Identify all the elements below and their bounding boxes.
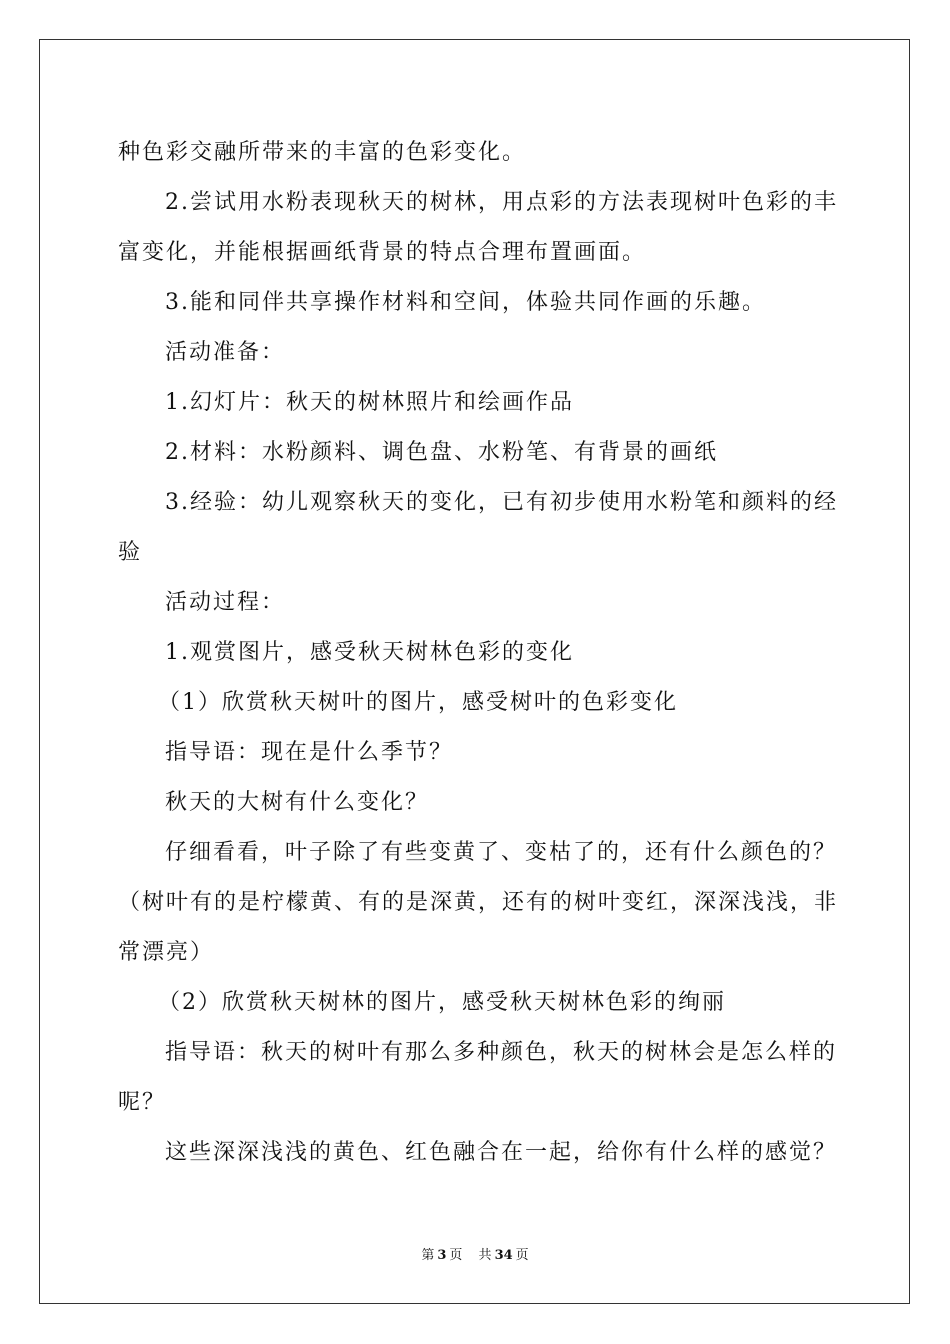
text-line: 2.材料：水粉颜料、调色盘、水粉笔、有背景的画纸 bbox=[165, 440, 718, 465]
text-line: 秋天的大树有什么变化？ bbox=[165, 790, 430, 815]
total-prefix: 共 bbox=[478, 1248, 492, 1263]
text-line: 1.幻灯片：秋天的树林照片和绘画作品 bbox=[165, 390, 574, 415]
text-line: 3.经验：幼儿观察秋天的变化，已有初步使用水粉笔和颜料的经 bbox=[165, 490, 838, 515]
text-line: 仔细看看，叶子除了有些变黄了、变枯了的，还有什么颜色的？ bbox=[165, 840, 838, 865]
text-line: 种色彩交融所带来的丰富的色彩变化。 bbox=[118, 140, 527, 165]
total-pages: 34 bbox=[494, 1248, 513, 1263]
text-line: 1.观赏图片，感受秋天树林色彩的变化 bbox=[165, 640, 574, 665]
total-suffix: 页 bbox=[515, 1248, 529, 1263]
text-line: 常漂亮） bbox=[118, 940, 215, 965]
text-line: 指导语：现在是什么季节？ bbox=[165, 740, 454, 765]
total-indicator bbox=[476, 1248, 532, 1263]
section-heading: 活动准备： bbox=[165, 340, 286, 365]
page-border bbox=[39, 39, 910, 1304]
page-prefix: 第 bbox=[421, 1248, 435, 1263]
page-indicator bbox=[418, 1248, 465, 1263]
text-line: （1）欣赏秋天树叶的图片，感受树叶的色彩变化 bbox=[158, 690, 678, 715]
page-suffix: 页 bbox=[449, 1248, 463, 1263]
text-line: （树叶有的是柠檬黄、有的是深黄，还有的树叶变红，深深浅浅，非 bbox=[118, 890, 839, 915]
page-footer bbox=[0, 1247, 950, 1265]
text-line: 这些深深浅浅的黄色、红色融合在一起，给你有什么样的感觉？ bbox=[165, 1140, 838, 1165]
text-line: 富变化，并能根据画纸背景的特点合理布置画面。 bbox=[118, 240, 647, 265]
text-line: 验 bbox=[118, 540, 143, 565]
section-heading: 活动过程： bbox=[165, 590, 286, 615]
text-line: 指导语：秋天的树叶有那么多种颜色，秋天的树林会是怎么样的 bbox=[165, 1040, 838, 1065]
text-line: 3.能和同伴共享操作材料和空间，体验共同作画的乐趣。 bbox=[165, 290, 766, 315]
page-number: 3 bbox=[437, 1248, 447, 1263]
text-line: 呢？ bbox=[118, 1090, 167, 1115]
text-line: 2.尝试用水粉表现秋天的树林，用点彩的方法表现树叶色彩的丰 bbox=[165, 190, 838, 215]
text-line: （2）欣赏秋天树林的图片，感受秋天树林色彩的绚丽 bbox=[158, 990, 726, 1015]
